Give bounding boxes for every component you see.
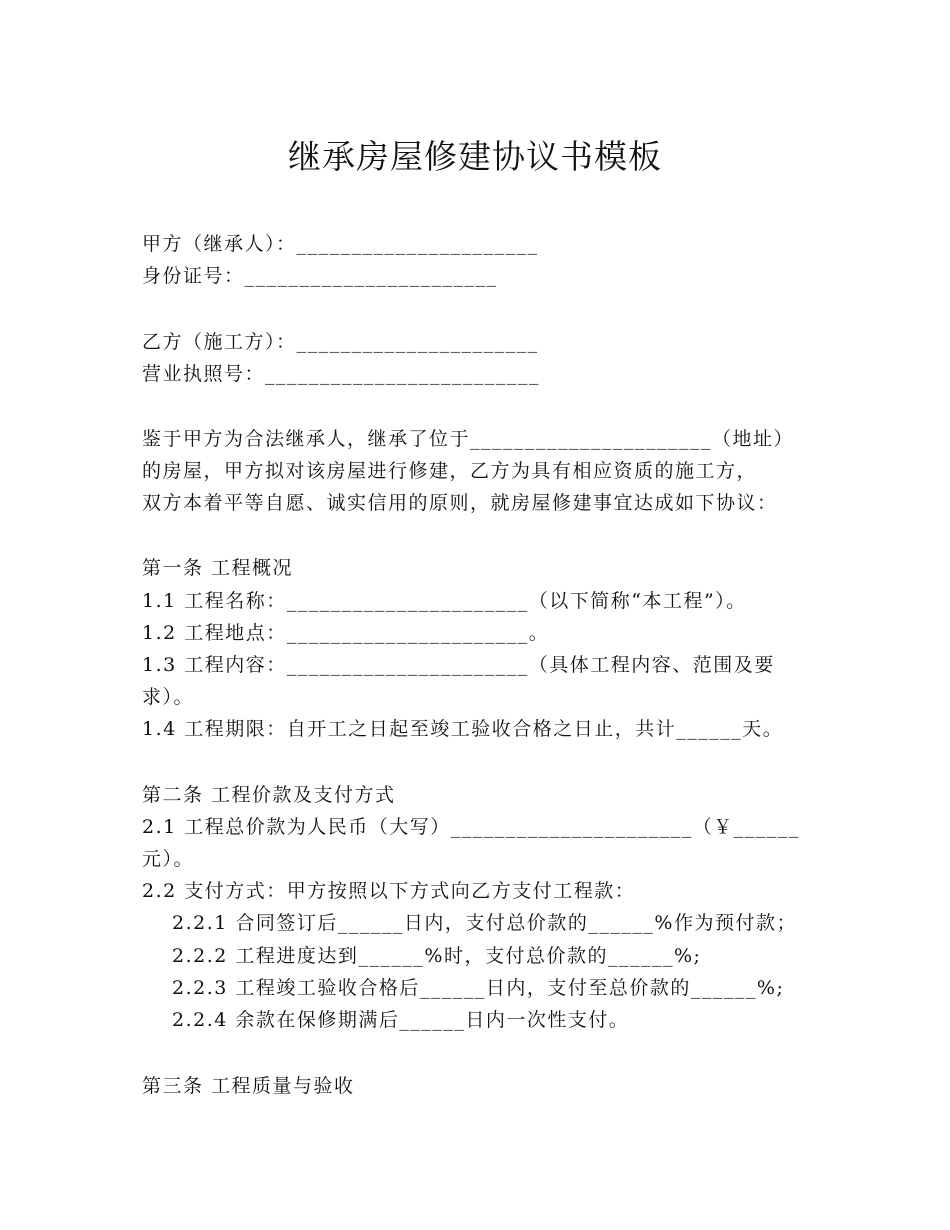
article-1-clause: 求）。 (142, 686, 195, 708)
article-3-heading: 第三条 工程质量与验收 (142, 1075, 355, 1097)
article-2-sub-item: 2.2.3 工程竣工验收合格后______日内，支付至总价款的______%; (172, 977, 785, 999)
party-b-name-line: 乙方（施工方）：______________________ (142, 331, 539, 353)
article-2-sub-item: 2.2.1 合同签订后______日内，支付总价款的______%作为预付款； (172, 912, 797, 934)
article-1-clause: 1.2 工程地点：______________________。 (142, 622, 550, 644)
preamble-line: 鉴于甲方为合法继承人，继承了位于______________________（地址） (142, 428, 795, 450)
article-1-heading: 第一条 工程概况 (142, 557, 294, 579)
preamble-line: 的房屋，甲方拟对该房屋进行修建，乙方为具有相应资质的施工方， (142, 460, 758, 482)
party-a-name-line: 甲方（继承人）：______________________ (142, 233, 539, 255)
article-2-sub-item: 2.2.4 余款在保修期满后______日内一次性支付。 (172, 1009, 630, 1031)
article-2-clause: 2.1 工程总价款为人民币（大写）______________________（￥______ (142, 816, 800, 838)
article-2-sub-item: 2.2.2 工程进度达到______%时，支付总价款的______%; (172, 945, 702, 967)
article-1-clause: 1.1 工程名称：______________________（以下简称“本工程”）。 (142, 590, 747, 612)
document-title: 继承房屋修建协议书模板 (288, 137, 662, 176)
party-b-license-line: 营业执照号：_________________________ (142, 363, 541, 385)
article-2-heading: 第二条 工程价款及支付方式 (142, 784, 396, 806)
article-2-clause: 元）。 (142, 848, 195, 870)
preamble-line: 双方本着平等自愿、诚实信用的原则，就房屋修建事宜达成如下协议： (142, 492, 778, 514)
article-1-clause: 1.3 工程内容：______________________（具体工程内容、范围及要 (142, 654, 775, 676)
article-2-clause: 2.2 支付方式：甲方按照以下方式向乙方支付工程款： (142, 880, 636, 902)
article-1-clause: 1.4 工程期限：自开工之日起至竣工验收合格之日止，共计______天。 (142, 718, 784, 740)
party-a-id-line: 身份证号：_______________________ (142, 265, 498, 287)
